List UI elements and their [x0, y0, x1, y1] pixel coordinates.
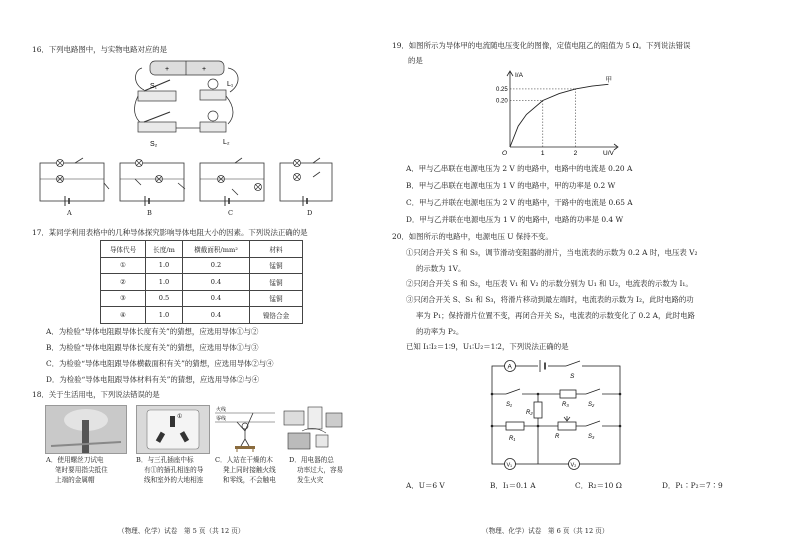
q16-l1-label: L₁	[227, 81, 234, 88]
table-cell: 0.4	[183, 290, 250, 307]
q16-circuit-b	[120, 160, 185, 207]
table-cell: ②	[101, 274, 146, 291]
q19-option-a: A．甲与乙串联在电源电压为 2 V 的电路中，电路中的电流是 0.20 A	[406, 164, 633, 173]
x-axis-label: U/V	[603, 150, 614, 157]
svg-text:+: +	[165, 66, 170, 73]
q19-option-c: C．甲与乙并联在电源电压为 2 V 的电路中，干路中的电流是 0.65 A	[406, 198, 633, 207]
table-cell: 锰铜	[250, 290, 303, 307]
q18-option-a-line3: 上端的金属帽	[55, 476, 95, 484]
q17-option-a: A．为检验“导体电阻跟导体长度有关”的猜想，应选用导体①与②	[46, 327, 259, 336]
svg-text:①: ①	[177, 414, 183, 420]
q17-option-d: D．为检验“导体电阻跟导体材料有关”的猜想，应选用导体②与④	[46, 375, 260, 384]
table-header: 材料	[250, 241, 303, 258]
resistor-r1	[506, 422, 524, 430]
chart-ticks	[496, 87, 578, 157]
q18-stem: 18．关于生活用电，下列说法错误的是	[32, 390, 160, 399]
wooden-stool-person	[215, 405, 275, 452]
q20-option-b: B．I₁＝0.1 A	[490, 481, 536, 490]
table-cell: 0.5	[146, 290, 183, 307]
q18-option-d-line1: D．用电器的总	[289, 456, 334, 464]
resistor-r2-label: R₂	[526, 410, 533, 416]
q16-circuit-d	[280, 158, 332, 206]
q19-option-b: B．甲与乙串联在电源电压为 1 V 的电路中，甲的功率是 0.2 W	[406, 181, 616, 190]
table-cell: ①	[101, 257, 146, 274]
rheostat-r-label: R	[555, 434, 560, 440]
table-cell: 1.0	[146, 274, 183, 291]
resistor-r1-label: R₁	[509, 436, 516, 442]
q20-circuit-diagram	[478, 356, 638, 474]
switch-s3-label: S₃	[588, 434, 595, 440]
footer-left: （物理、化学）试卷 第 5 页（共 12 页）	[118, 527, 245, 535]
voltmeter-v1-label: V₁	[506, 462, 513, 469]
table-cell: 1.0	[146, 257, 183, 274]
table-header: 导体代号	[101, 241, 146, 258]
switch-s2-label: S₂	[588, 402, 595, 408]
q20-option-d: D．P₁∶P₂＝7∶9	[662, 481, 723, 490]
resistor-r3-label: R₃	[562, 402, 569, 408]
table-cell: 锰铜	[250, 274, 303, 291]
q18-option-b-line3: 线和室外的大地相连	[144, 476, 204, 484]
series-jia-curve	[510, 84, 608, 147]
iu-graph	[495, 68, 625, 158]
resistor-r3	[560, 390, 576, 398]
x-tick-label: 2	[573, 150, 578, 157]
table-cell: 0.4	[183, 274, 250, 291]
q16-option-circuits	[35, 155, 335, 217]
table-cell: ④	[101, 307, 146, 324]
table-header: 长度/m	[146, 241, 183, 258]
table-row	[101, 307, 303, 324]
y-axis-label: I/A	[515, 72, 523, 79]
q18-option-a-line1: A．使用螺丝刀试电	[46, 456, 104, 464]
switch-s1-label: S₁	[506, 402, 512, 408]
x-tick-label: 1	[540, 150, 545, 157]
q16-s1-label: S₁	[150, 83, 158, 90]
q19-stem-line1: 19．如图所示为导体甲的电流随电压变化的图像，定值电阻乙的阻值为 5 Ω。下列说法错误	[392, 41, 691, 50]
q16-option-a-label: A	[67, 209, 72, 217]
switch-s-label: S	[570, 373, 575, 380]
appliances-overload	[282, 405, 344, 452]
q20-option-a: A．U＝6 V	[406, 481, 445, 490]
q16-stem: 16．下列电路图中，与实物电路对应的是	[32, 45, 168, 54]
three-hole-socket	[136, 405, 210, 454]
table-cell: 1.0	[146, 307, 183, 324]
table-cell: ③	[101, 290, 146, 307]
q16-circuit-c	[200, 158, 264, 206]
q20-condition3-line2: 率为 P₁；保持滑片位置不变，再闭合开关 S₂，电流表的示数变化了 0.2 A，此时电路	[416, 311, 695, 320]
q16-s2-label: S₂	[150, 141, 158, 148]
conductor-table	[100, 240, 303, 324]
series-jia-label: 甲	[605, 76, 612, 84]
switch-s3	[586, 421, 602, 430]
table-cell: 0.2	[183, 257, 250, 274]
q18-option-a-line2: 笔时要用指尖抵住	[55, 466, 108, 474]
q17-stem: 17．某同学利用表格中的几种导体探究影响导体电阻大小的因素。下列说法正确的是	[32, 228, 308, 237]
neutral-wire-label: 零线	[216, 416, 227, 422]
q18-option-b-line2: 有①的插孔相连的导	[144, 466, 204, 474]
q18-option-c-line3: 和零线，不会触电	[223, 476, 276, 484]
footer-right: （物理、化学）试卷 第 6 页（共 12 页）	[482, 527, 609, 535]
q18-option-b-line1: B．与三孔插座中标	[136, 456, 194, 464]
q16-option-d-label: D	[307, 209, 313, 217]
table-row	[101, 257, 303, 274]
q20-condition3-line1: ③只闭合开关 S、S₁ 和 S₃，将滑片移动到最左端时，电流表的示数为 I₂，此时电路的功	[406, 295, 694, 304]
q16-l2-label: L₂	[223, 139, 230, 146]
q17-option-c: C．为检验“导体电阻跟导体横截面积有关”的猜想，应选用导体②与④	[46, 359, 274, 368]
q18-option-c-line1: C．人站在干燥的木	[215, 456, 273, 464]
q20-known: 已知 I₁∶I₂＝1∶9，U₁∶U₂＝1∶2，下列说法正确的是	[406, 342, 569, 351]
q16-physical-circuit	[130, 58, 250, 153]
resistor-r2	[534, 402, 542, 418]
table-row	[101, 274, 303, 291]
table-header: 横截面积/mm²	[183, 241, 250, 258]
q18-option-d-line2: 功率过大，容易	[297, 466, 344, 474]
q18-option-d-line3: 发生火灾	[297, 476, 324, 484]
switch-s	[566, 361, 582, 370]
rheostat-r	[558, 422, 576, 430]
q18-option-c-line2: 凳上同时接触火线	[223, 466, 276, 474]
screwdriver-tester-photo	[45, 405, 127, 454]
q20-condition1-line1: ①只闭合开关 S 和 S₃，调节滑动变阻器的滑片，当电流表的示数为 0.2 A 时，电压表 V₂	[406, 248, 698, 257]
q20-condition2: ②只闭合开关 S 和 S₂，电压表 V₁ 和 V₂ 的示数分别为 U₁ 和 U₂，电流表的示数为 I₁。	[406, 279, 693, 288]
ammeter-label: A	[507, 363, 512, 371]
table-cell: 镍铬合金	[250, 307, 303, 324]
y-tick-label: 0.25	[496, 86, 508, 93]
switch-s1	[506, 389, 522, 398]
table-cell: 锰铜	[250, 257, 303, 274]
q20-condition3-line3: 的功率为 P₂。	[416, 327, 464, 336]
q17-option-b: B．为检验“导体电阻跟导体长度有关”的猜想，应选用导体①与③	[46, 343, 259, 352]
switch-s2	[586, 389, 602, 398]
table-cell: 0.4	[183, 307, 250, 324]
q19-stem-line2: 的是	[408, 56, 423, 65]
q19-option-d: D．甲与乙并联在电源电压为 1 V 的电路中，电路的功率是 0.4 W	[406, 215, 624, 224]
voltmeter-v2-label: V₂	[570, 462, 577, 469]
battery-symbol	[538, 360, 548, 372]
q20-condition1-line2: 的示数为 1V。	[416, 264, 466, 273]
q20-stem: 20．如图所示的电路中，电源电压 U 保持不变。	[392, 232, 553, 241]
y-tick-label: 0.20	[496, 98, 508, 105]
x-tick-label: O	[502, 150, 508, 157]
q16-option-c-label: C	[228, 209, 234, 217]
q20-option-c: C．R₂＝10 Ω	[575, 481, 622, 490]
table-header-row	[101, 241, 303, 258]
q16-circuit-a	[40, 158, 109, 206]
q16-option-b-label: B	[147, 209, 152, 217]
svg-text:+: +	[202, 66, 207, 73]
table-row	[101, 290, 303, 307]
fire-wire-label: 火线	[216, 407, 227, 413]
